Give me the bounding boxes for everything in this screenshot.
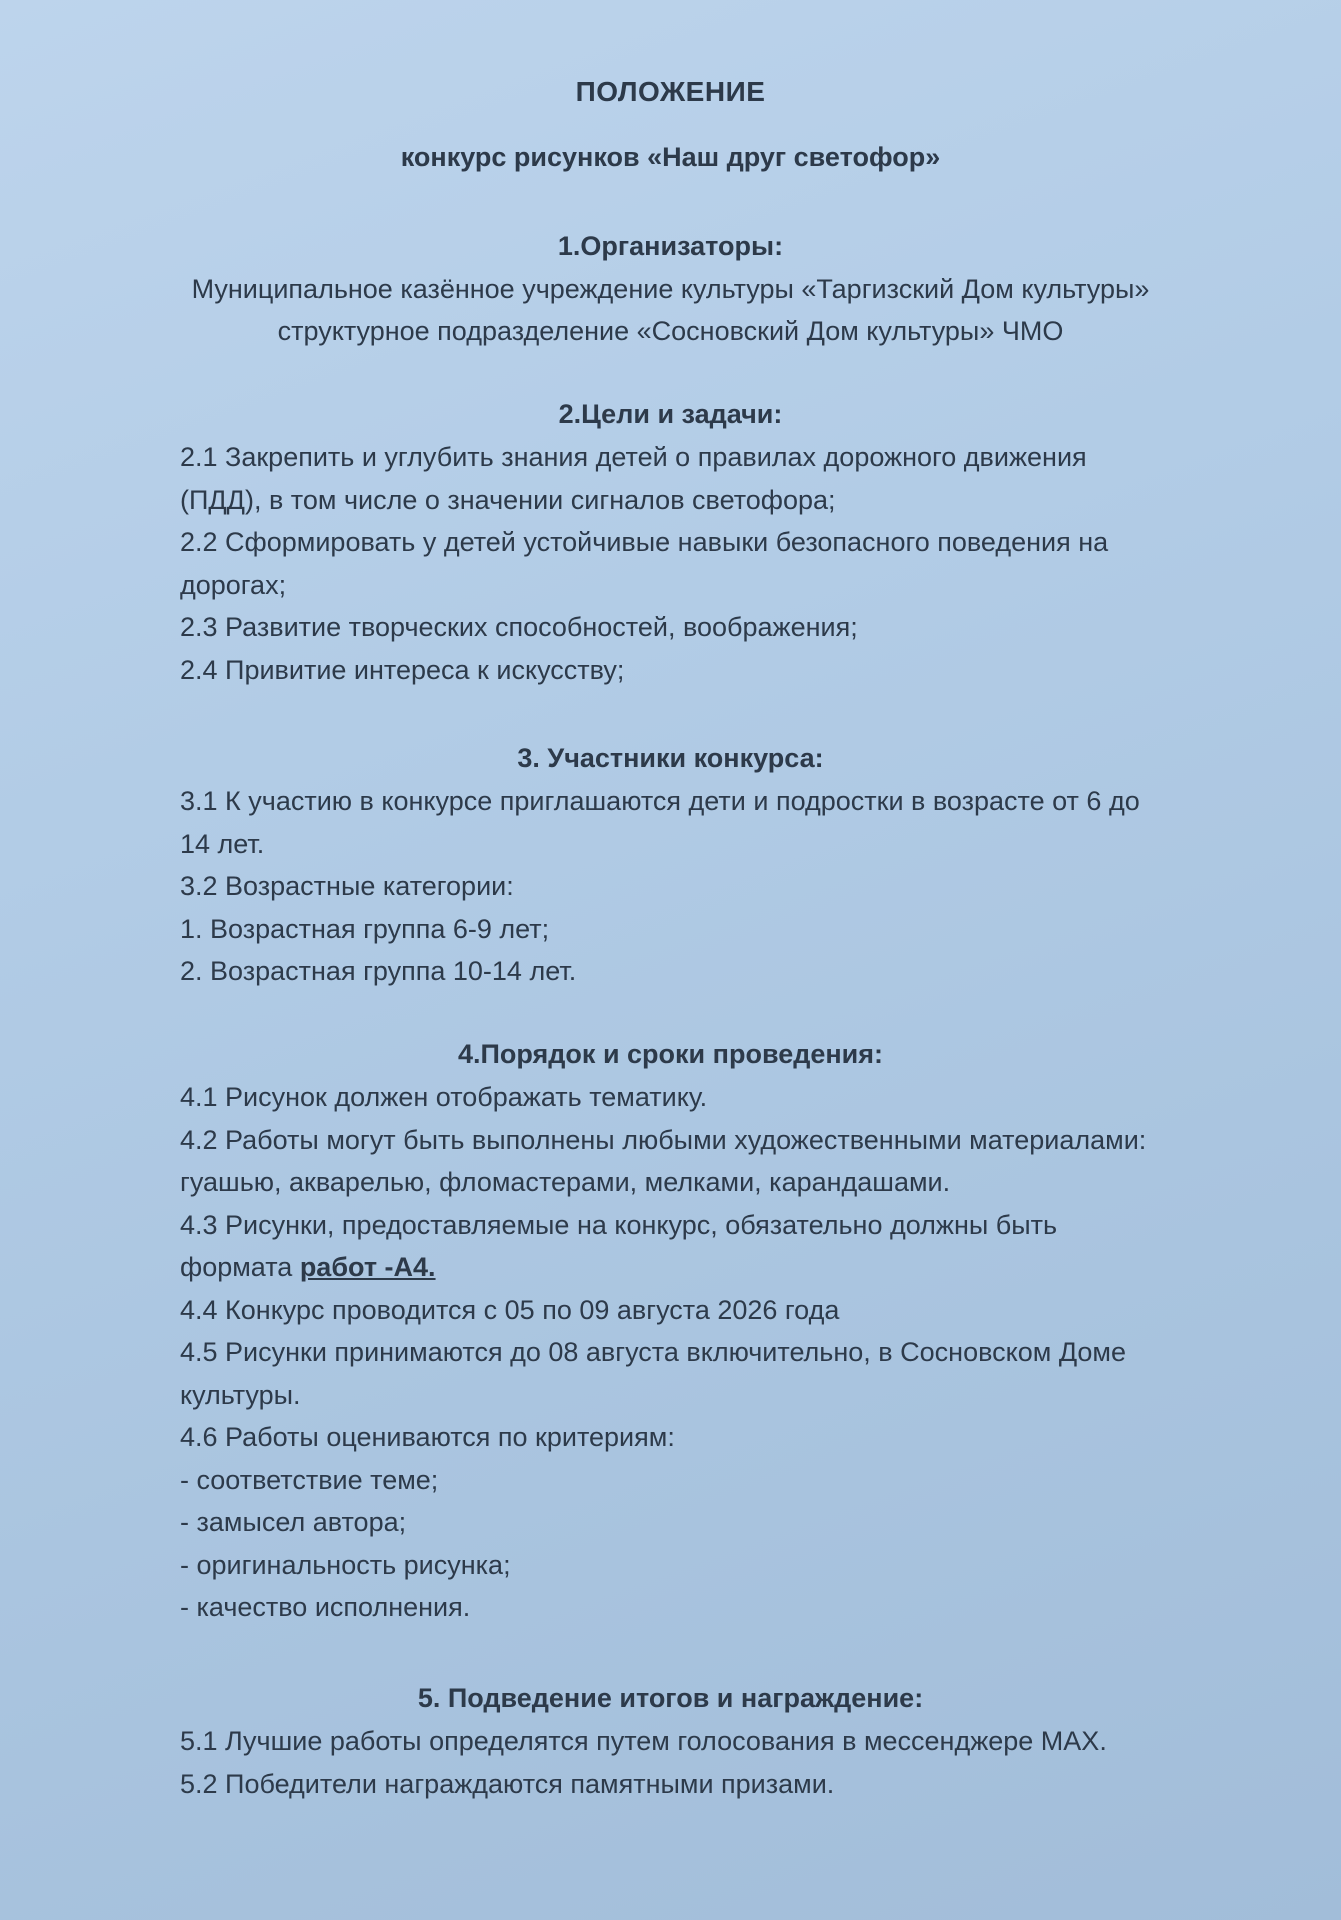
procedure-line: 4.3 Рисунки, предоставляемые на конкурс, обязательно должны быть xyxy=(180,1209,1058,1240)
section-organizers xyxy=(180,224,1260,352)
document-subtitle: конкурс рисунков «Наш друг светофор» xyxy=(400,142,941,172)
goal-line: 2.1 Закрепить и углубить знания детей о правилах дорожного движения xyxy=(180,442,1087,472)
results-line: 5.1 Лучшие работы определятся путем голосования в мессенджере MAX. xyxy=(180,1726,1107,1756)
procedure-line: культуры. xyxy=(180,1379,301,1410)
goal-line: дорогах; xyxy=(180,569,287,600)
procedure-line: 4.6 Работы оцениваются по критериям: xyxy=(180,1422,675,1452)
section-heading: 5. Подведение итогов и награждение: xyxy=(417,1683,924,1713)
section-participants xyxy=(180,736,1260,993)
section-results xyxy=(180,1676,1260,1805)
goal-line: (ПДД), в том числе о значении сигналов светофора; xyxy=(180,484,836,515)
procedure-line: 4.2 Работы могут быть выполнены любыми художественными материалами: xyxy=(180,1124,1147,1155)
participant-line: 3.2 Возрастные категории: xyxy=(180,871,514,901)
procedure-line: 4.4 Конкурс проводится с 05 по 09 августа 2026 года xyxy=(180,1294,840,1325)
section-goals xyxy=(180,392,1260,691)
participant-line: 3.1 К участию в конкурсе приглашаются дети и подростки в возрасте от 6 до xyxy=(180,786,1140,816)
participant-line: 14 лет. xyxy=(180,828,265,859)
results-line: 5.2 Победители награждаются памятными призами. xyxy=(180,1768,835,1799)
criteria-item: - качество исполнения. xyxy=(180,1592,471,1622)
procedure-line: 4.5 Рисунки принимаются до 08 августа включительно, в Сосновском Доме xyxy=(180,1337,1127,1367)
section-heading: 1.Организаторы: xyxy=(557,231,784,261)
document-title: ПОЛОЖЕНИЕ xyxy=(575,76,766,107)
format-prefix: формата xyxy=(180,1252,300,1282)
procedure-line: гуашью, акварелью, фломастерами, мелками, карандашами. xyxy=(180,1167,951,1197)
section-procedure xyxy=(180,1032,1260,1629)
section-heading: 3. Участники конкурса: xyxy=(517,743,824,773)
participant-line: 1. Возрастная группа 6-9 лет; xyxy=(180,913,550,944)
criteria-item: - соответствие теме; xyxy=(180,1464,439,1495)
section-heading: 2.Цели и задачи: xyxy=(558,399,783,429)
section-heading: 4.Порядок и сроки проведения: xyxy=(457,1039,884,1069)
participant-line: 2. Возрастная группа 10-14 лет. xyxy=(180,956,577,986)
format-line xyxy=(180,1246,1260,1289)
criteria-item: - замысел автора; xyxy=(180,1507,407,1537)
criteria-item: - оригинальность рисунка; xyxy=(180,1549,511,1580)
format-emphasis: работ -А4. xyxy=(299,1252,436,1282)
goal-line: 2.4 Привитие интереса к искусству; xyxy=(180,654,625,685)
goal-line: 2.2 Сформировать у детей устойчивые навыки безопасного поведения на xyxy=(180,527,1109,557)
goal-line: 2.3 Развитие творческих способностей, воображения; xyxy=(180,612,858,642)
procedure-line: 4.1 Рисунок должен отображать тематику. xyxy=(180,1082,708,1112)
organizer-line: Муниципальное казённое учреждение культуры «Таргизский Дом культуры» xyxy=(191,274,1150,304)
organizer-line: структурное подразделение «Сосновский Дом культуры» ЧМО xyxy=(277,316,1064,346)
